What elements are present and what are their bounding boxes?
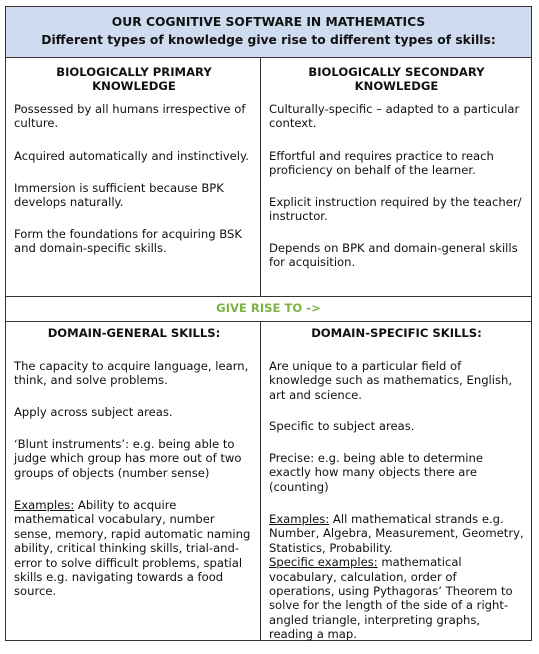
secondary-knowledge-title: BIOLOGICALLY SECONDARY KNOWLEDGE	[308, 65, 485, 94]
primary-item-1: Possessed by all humans irrespective of culture.	[14, 102, 246, 131]
primary-item-2: Acquired automatically and instinctively.	[14, 149, 249, 163]
bottom-column-divider	[260, 321, 261, 641]
general-examples-label: Examples:	[14, 498, 75, 512]
specific-examples-text: All mathematical strands e.g. Number, Algebra, Measurement, Geometry, Statistics, Probability.	[269, 512, 524, 555]
specific-specific-label: Specific examples:	[269, 555, 378, 570]
knowledge-table	[5, 6, 532, 641]
table-header	[6, 7, 531, 58]
page-subtitle: Different types of knowledge give rise to different types of skills:	[41, 33, 496, 47]
specific-examples-label: Examples:	[269, 512, 330, 526]
secondary-item-3: Explicit instruction required by the teacher/ instructor.	[269, 195, 522, 224]
specific-item-3: Precise: e.g. being able to determine exactly how many objects there are (counting)	[269, 451, 484, 494]
primary-item-4: Form the foundations for acquiring BSK and domain-specific skills.	[14, 227, 242, 256]
specific-item-1: Are unique to a particular field of knowledge such as mathematics, English, art and science.	[269, 359, 513, 402]
general-examples-text: Ability to acquire mathematical vocabulary, number sense, memory, rapid automatic naming ability, critical thinking skills, trial-and-error to solve difficult problems, spatial skills e.g. navigating towards a food source.	[14, 498, 251, 599]
domain-specific-title: DOMAIN-SPECIFIC SKILLS:	[311, 326, 482, 340]
page-title: OUR COGNITIVE SOFTWARE IN MATHEMATICS	[111, 15, 426, 29]
general-item-3: ‘Blunt instruments’: e.g. being able to judge which group has more out of two groups of objects (number sense)	[14, 437, 242, 480]
general-examples	[14, 498, 254, 599]
specific-examples	[269, 512, 524, 555]
secondary-item-4: Depends on BPK and domain-general skills for acquisition.	[269, 241, 518, 270]
specific-specific-examples	[269, 555, 524, 641]
secondary-item-1: Culturally-specific – adapted to a particular context.	[269, 102, 520, 131]
secondary-knowledge-column	[269, 65, 524, 270]
secondary-item-2: Effortful and requires practice to reach proficiency on behalf of the learner.	[269, 149, 494, 178]
give-rise-label: GIVE RISE TO ->	[216, 301, 321, 315]
general-item-1: The capacity to acquire language, learn, think, and solve problems.	[14, 359, 249, 388]
top-column-divider	[260, 58, 261, 296]
primary-item-3: Immersion is sufficient because BPK develops naturally.	[14, 181, 224, 210]
specific-item-2: Specific to subject areas.	[269, 419, 415, 433]
primary-knowledge-title: BIOLOGICALLY PRIMARY KNOWLEDGE	[56, 65, 212, 94]
domain-specific-column	[269, 326, 524, 642]
give-rise-bottom-rule	[6, 321, 531, 322]
domain-general-column	[14, 326, 254, 599]
primary-knowledge-column	[14, 65, 254, 256]
general-item-2: Apply across subject areas.	[14, 405, 173, 419]
domain-general-title: DOMAIN-GENERAL SKILLS:	[47, 326, 221, 340]
specific-specific-text: mathematical vocabulary, calculation, order of operations, using Pythagoras’ Theorem to solve for the length of the side of a right-angled triangle, interpreting graphs, reading a map.	[269, 555, 513, 642]
